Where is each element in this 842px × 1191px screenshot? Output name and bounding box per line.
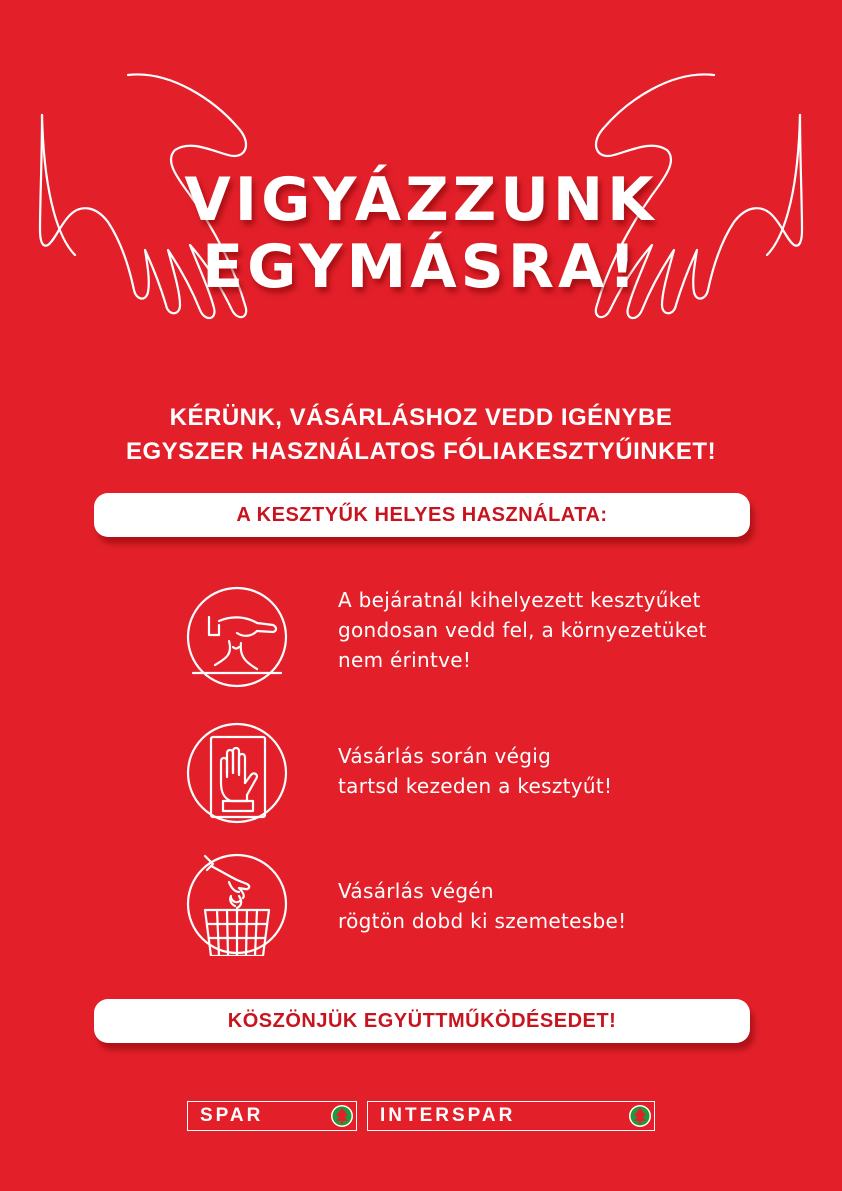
spar-tree-icon	[628, 1104, 652, 1128]
step-line: Vásárlás végén	[338, 879, 494, 903]
spar-logo-text: SPAR	[200, 1105, 264, 1126]
request-line-1: KÉRÜNK, VÁSÁRLÁSHOZ VEDD IGÉNYBE	[169, 404, 673, 431]
step-line: A bejáratnál kihelyezett kesztyűket	[338, 588, 701, 612]
interspar-logo-text: INTERSPAR	[380, 1105, 516, 1126]
thanks-text: KÖSZÖNJÜK EGYÜTTMŰKÖDÉSEDET!	[227, 1009, 617, 1032]
brand-logos	[187, 1101, 657, 1131]
step-line: gondosan vedd fel, a környezetüket	[338, 618, 707, 642]
step-line: tartsd kezeden a kesztyűt!	[338, 774, 613, 798]
step-glove-pickup	[185, 585, 785, 695]
step-line: Vásárlás során végig	[338, 744, 552, 768]
usage-header-banner	[94, 493, 750, 537]
page-title-line-1: VIGYÁZZUNK	[184, 165, 658, 235]
page-title-line-2: EGYMÁSRA!	[202, 232, 640, 302]
step-dispose-gloves	[185, 852, 785, 962]
step-line: rögtön dobd ki szemetesbe!	[338, 909, 627, 933]
step-keep-gloves	[185, 721, 785, 831]
thanks-banner	[94, 999, 750, 1043]
usage-header-text: A KESZTYŰK HELYES HASZNÁLATA:	[236, 503, 608, 526]
interspar-logo	[367, 1101, 655, 1131]
request-line-2: EGYSZER HASZNÁLATOS FÓLIAKESZTYŰINKET!	[125, 438, 717, 465]
step-text	[338, 585, 707, 675]
trash-bin-icon	[185, 852, 289, 956]
gloved-hand-icon	[185, 721, 289, 825]
spar-tree-icon	[330, 1104, 354, 1128]
step-text	[338, 741, 612, 801]
step-text	[338, 876, 626, 936]
glove-dispenser-icon	[185, 585, 289, 689]
spar-logo	[187, 1101, 357, 1131]
step-line: nem érintve!	[338, 648, 472, 672]
